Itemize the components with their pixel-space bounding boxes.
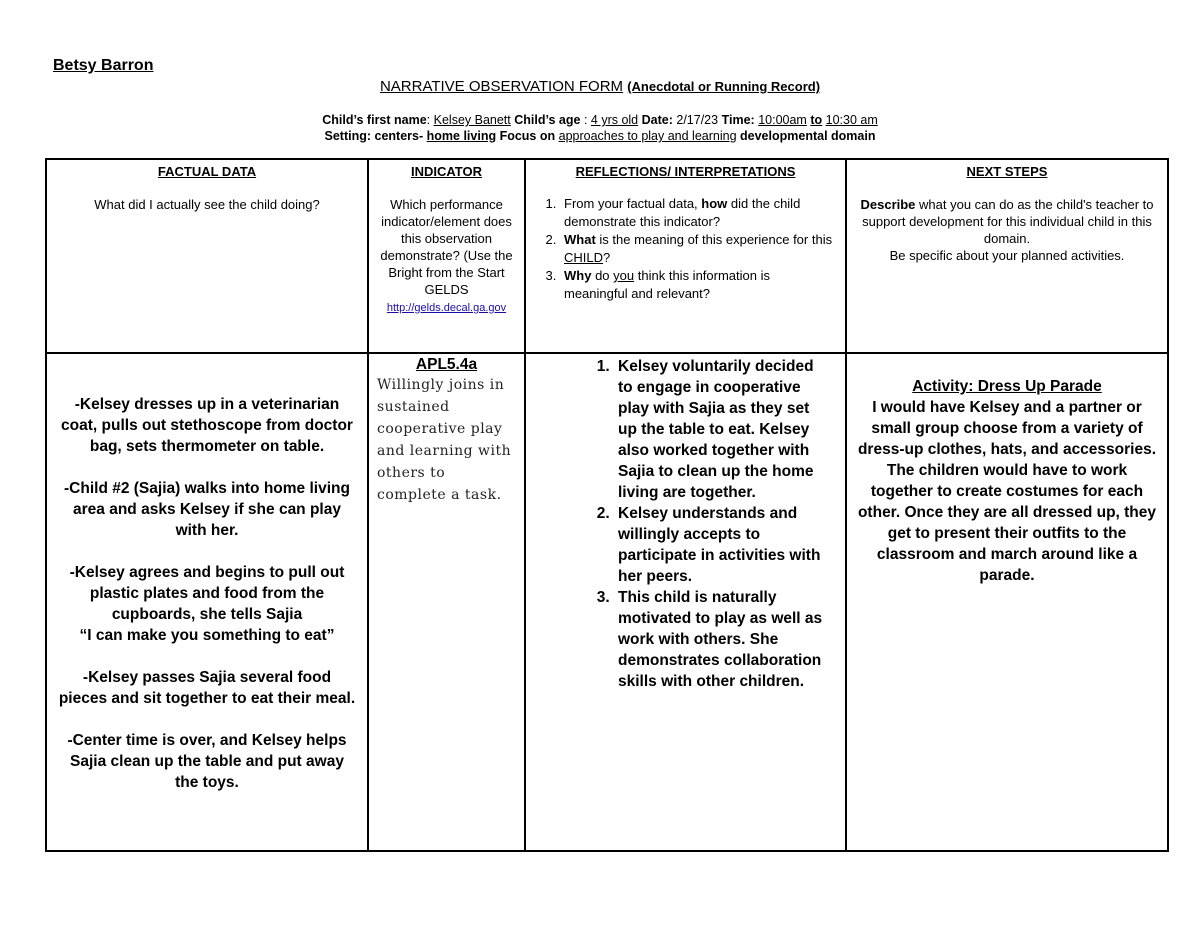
domain-label: developmental domain: [740, 129, 876, 143]
setting-label: Setting: centers-: [324, 129, 424, 143]
factual-header-cell: [46, 159, 368, 353]
indicator-code: APL5.4a: [415, 356, 478, 373]
setting-value: home living: [426, 129, 497, 143]
next-steps-cell: [846, 353, 1168, 851]
gelds-link[interactable]: http://gelds.decal.ga.gov: [386, 302, 507, 314]
factual-header-title: FACTUAL DATA: [157, 164, 257, 179]
focus-value: approaches to play and learning: [558, 129, 737, 143]
factual-header-text: What did I actually see the child doing?: [94, 197, 320, 212]
time-label: Time:: [721, 113, 755, 127]
reflections-list: [534, 356, 831, 692]
factual-entry: -Kelsey dresses up in a veterinarian coat, pulls out stethoscope from doctor bag, sets thermometer on table.: [61, 396, 353, 455]
indicator-header-text: Which performance indicator/element does this observation demonstrate? (Use the Bright from the Start GELDS: [380, 197, 513, 297]
next-steps-header-text: Describe what you can do as the child's teacher to support development for this individual child in this domain. Be specific about your planned activities.: [860, 197, 1154, 263]
observation-table: [45, 158, 1169, 852]
reflections-cell: [525, 353, 846, 851]
reflections-header-title: REFLECTIONS/ INTERPRETATIONS: [575, 164, 796, 179]
date-value: 2/17/23: [676, 113, 719, 127]
child-info: [0, 112, 1200, 144]
date-label: Date:: [641, 113, 673, 127]
form-title-main: NARRATIVE OBSERVATION FORM: [379, 78, 624, 95]
next-steps-header-title: NEXT STEPS: [966, 164, 1048, 179]
gelds-link-wrap: [369, 298, 524, 317]
age-label: Child’s age: [514, 113, 581, 127]
reflection-question-1: 1. From your factual data, how did the child demonstrate this indicator?: [560, 195, 833, 231]
reflection-question-2: 2. What is the meaning of this experience for this CHILD?: [560, 231, 833, 267]
reflection-item: 1. Kelsey voluntarily decided to engage in cooperative play with Sajia as they set up the table to eat. Kelsey also worked together with Sajia to clean up the home living are together.: [614, 356, 831, 503]
next-steps-body: [847, 354, 1167, 586]
factual-data: [47, 354, 367, 793]
factual-entry: -Kelsey agrees and begins to pull out plastic plates and food from the cupboards, she tells Sajia “I can make you something to eat”: [69, 564, 345, 644]
age-value: 4 yrs old: [590, 113, 639, 127]
name-value: Kelsey Banett: [433, 113, 511, 127]
time-to: to: [810, 113, 823, 127]
factual-data-cell: [46, 353, 368, 851]
form-title-subtitle: (Anecdotal or Running Record): [627, 79, 821, 94]
focus-label: Focus on: [499, 129, 556, 143]
reflections-header-cell: [525, 159, 846, 353]
reflection-item: 2. Kelsey understands and willingly accepts to participate in activities with her peers.: [614, 503, 831, 587]
child-info-line-1: Child’s first name: Kelsey Banett Child’s age : 4 yrs old Date: 2/17/23 Time: 10:00am to 10:30 am: [322, 113, 878, 127]
name-label: Child’s first name: [322, 113, 427, 127]
form-title: [0, 78, 1200, 95]
indicator-header-title: INDICATOR: [410, 164, 483, 179]
factual-entry: -Child #2 (Sajia) walks into home living area and asks Kelsey if she can play with her.: [64, 480, 350, 539]
indicator-cell: [368, 353, 525, 851]
activity-title: Activity: Dress Up Parade: [912, 378, 1102, 395]
reflection-question-3: 3. Why do you think this information is meaningful and relevant?: [560, 267, 833, 303]
next-steps-header-cell: [846, 159, 1168, 353]
factual-entry: -Center time is over, and Kelsey helps Sajia clean up the table and put away the toys.: [67, 732, 347, 791]
time-start: 10:00am: [758, 113, 807, 127]
observation-row: [46, 353, 1168, 851]
time-end: 10:30 am: [825, 113, 878, 127]
indicator-header-cell: [368, 159, 525, 353]
indicator-description: Willingly joins in sustained cooperative play and learning with others to complete a task.: [377, 377, 512, 503]
reflections-questions: [532, 195, 833, 303]
activity-description: I would have Kelsey and a partner or small group choose from a variety of dress-up clothes, hats, and accessories. The children would have to work together to create costumes for each other. Once they are all dressed up, they get to present their outfits to the classroom and march around like a parade.: [857, 399, 1157, 584]
header-row: [46, 159, 1168, 353]
child-info-line-2: [0, 128, 1200, 144]
factual-entry: -Kelsey passes Sajia several food pieces and sit together to eat their meal.: [58, 669, 356, 707]
author-name: Betsy Barron: [53, 57, 154, 74]
reflection-item: 3. This child is naturally motivated to play as well as work with others. She demonstrates collaboration skills with other children.: [614, 587, 831, 692]
